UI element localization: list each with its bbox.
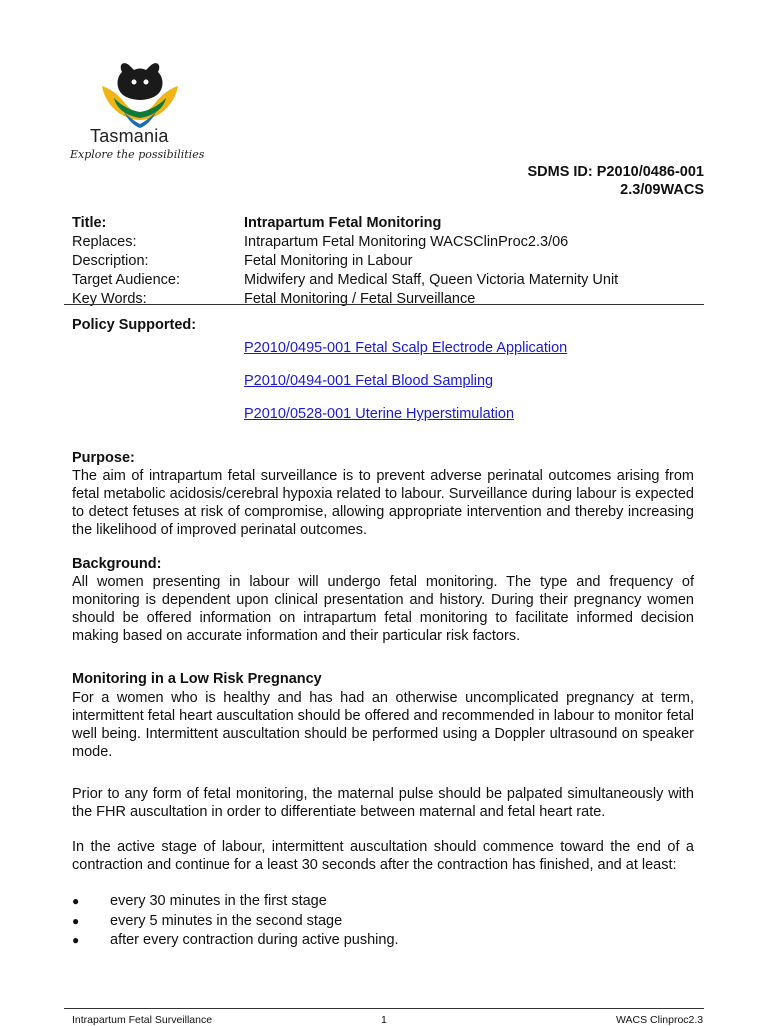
policy-link-blood-sampling[interactable]: P2010/0494-001 Fetal Blood Sampling: [244, 373, 494, 389]
logo-tagline: Explore the possibilities: [70, 148, 205, 161]
low-risk-paragraph-2: Prior to any form of fetal monitoring, the maternal pulse should be palpated simultaneously with the FHR auscultation in order to differentiate between maternal and fetal heart rate.: [72, 786, 694, 820]
policy-link-scalp-electrode[interactable]: P2010/0495-001 Fetal Scalp Electrode Application: [244, 340, 568, 356]
policy-heading: Policy Supported:: [72, 317, 197, 333]
list-item-text: after every contraction during active pushing.: [110, 932, 399, 948]
list-item-text: every 30 minutes in the first stage: [110, 893, 327, 909]
meta-value: Intrapartum Fetal Monitoring: [244, 215, 442, 231]
meta-label: Description:: [72, 253, 149, 269]
meta-label: Target Audience:: [72, 272, 181, 288]
list-item-text: every 5 minutes in the second stage: [110, 912, 343, 929]
bullet-icon: ●: [72, 913, 80, 928]
auscultation-frequency-list: [72, 892, 672, 951]
list-item: [72, 892, 672, 912]
header-divider: [64, 304, 704, 305]
meta-row-key-words: [72, 290, 704, 309]
footer-version: WACS Clinproc2.3: [616, 1014, 704, 1026]
meta-label: Key Words:: [72, 291, 147, 307]
logo-wordmark: Tasmania: [90, 126, 169, 146]
meta-value: Midwifery and Medical Staff, Queen Victoria Maternity Unit: [244, 272, 619, 288]
purpose-heading: Purpose:: [72, 450, 135, 466]
bullet-icon: ●: [72, 933, 80, 947]
purpose-text: The aim of intrapartum fetal surveillance is to prevent adverse perinatal outcomes arising from fetal metabolic acidosis/cerebral hypoxia related to labour. Surveillance during labour is expected to detect fetuses at risk of compromise, allowing appropriate intervention and thereby increasing the likelihood of improved perinatal outcomes.: [72, 468, 694, 538]
list-item: [72, 912, 672, 932]
list-item: [72, 931, 672, 951]
footer-document-title: Intrapartum Fetal Surveillance: [72, 1014, 213, 1026]
tasmania-logo: [68, 58, 205, 166]
tasmanian-devil-emblem-icon: [94, 58, 186, 130]
meta-value: Fetal Monitoring / Fetal Surveillance: [244, 291, 476, 307]
meta-row-title: [72, 214, 704, 233]
low-risk-paragraph-3: In the active stage of labour, intermittent auscultation should commence toward the end of a contraction and continue for a least 30 seconds after the contraction has finished, and at least:: [72, 839, 694, 873]
meta-value: Fetal Monitoring in Labour: [244, 253, 413, 269]
meta-row-replaces: [72, 233, 704, 252]
low-risk-heading: Monitoring in a Low Risk Pregnancy: [72, 671, 322, 687]
meta-row-description: [72, 252, 704, 271]
meta-label: Title:: [72, 215, 107, 231]
background-text: All women presenting in labour will undergo fetal monitoring. The type and frequency of monitoring is dependent upon clinical presentation and history. During their pregnancy women should be offered information on intrapartum fetal monitoring to facilitate informed decision making based on accurate information and their particular risk factors.: [72, 574, 694, 644]
footer-divider: [64, 1008, 704, 1009]
footer-page-number: 1: [381, 1014, 387, 1026]
sdms-id: SDMS ID: P2010/0486-001: [527, 164, 704, 180]
document-id-block: [527, 163, 704, 199]
background-heading: Background:: [72, 556, 162, 572]
meta-row-target-audience: [72, 271, 704, 290]
version-code: 2.3/09WACS: [620, 182, 704, 198]
low-risk-paragraph-1: For a women who is healthy and has had an otherwise uncomplicated pregnancy at term, intermittent fetal heart auscultation should be offered and recommended in labour to monitor fetal well being. Intermittent auscultation should be performed using a Doppler ultrasound on speaker mode.: [72, 690, 694, 760]
policy-link-hyperstimulation[interactable]: P2010/0528-001 Uterine Hyperstimulation: [244, 406, 515, 422]
bullet-icon: ●: [72, 894, 80, 908]
metadata-table: [72, 214, 704, 309]
meta-label: Replaces:: [72, 234, 137, 250]
meta-value: Intrapartum Fetal Monitoring WACSClinProc2.3/06: [244, 234, 569, 250]
